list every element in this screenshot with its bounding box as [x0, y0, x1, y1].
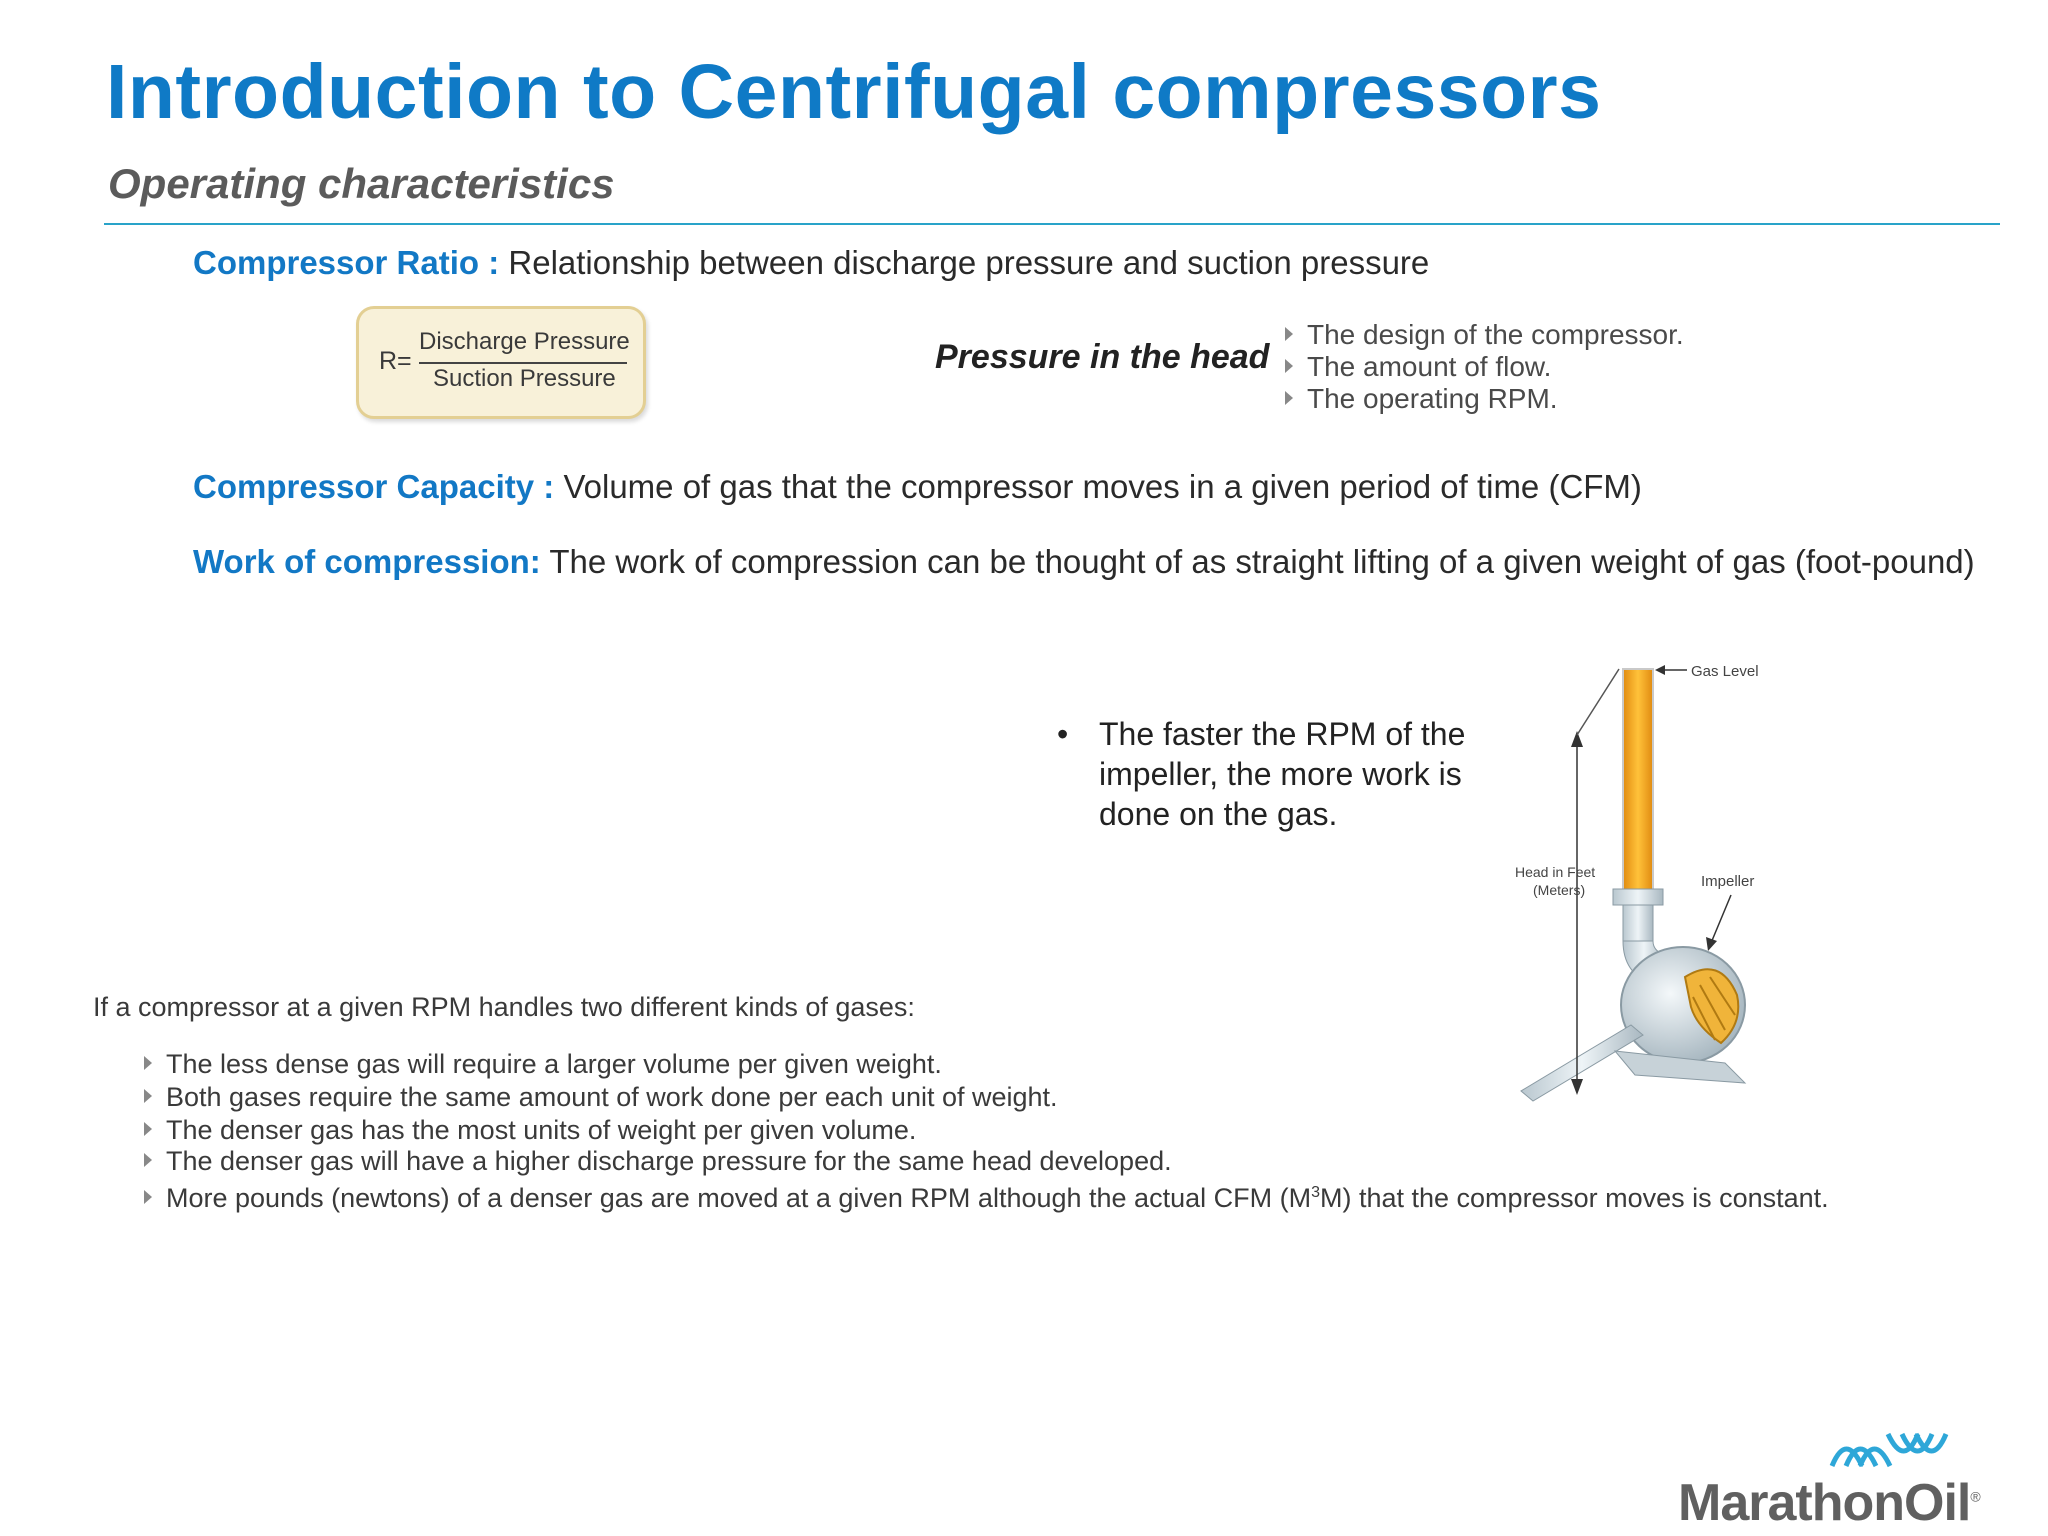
- triangle-bullet-icon: [1285, 391, 1293, 405]
- triangle-bullet-icon: [144, 1122, 152, 1136]
- formula-numerator: Discharge Pressure: [419, 328, 630, 355]
- definition-compressor-capacity: [193, 468, 1642, 506]
- head-factor-item: [1285, 319, 1684, 351]
- head-label-line2: (Meters): [1533, 882, 1586, 898]
- definition-work-of-compression: [193, 543, 1975, 581]
- gas-item-text: The denser gas will have a higher discharge pressure for the same head developed.: [166, 1146, 1172, 1176]
- head-factor-text: The amount of flow.: [1307, 351, 1552, 382]
- triangle-bullet-icon: [1285, 359, 1293, 373]
- compressor-head-diagram: [1515, 655, 1775, 1105]
- discharge-flange: [1613, 889, 1663, 905]
- formula-denominator: Suction Pressure: [433, 365, 616, 392]
- definition-text: The work of compression can be thought of as straight lifting of a given weight of gas (foot-pound): [540, 543, 1975, 580]
- triangle-bullet-icon: [144, 1089, 152, 1103]
- head-label-line1: Head in Feet: [1515, 864, 1596, 880]
- gas-item-text: Both gases require the same amount of work done per each unit of weight.: [166, 1082, 1058, 1112]
- gas-list-item: [144, 1146, 1172, 1177]
- logo-wave-icon: [1828, 1430, 1950, 1470]
- gas-item-text: The denser gas has the most units of weight per given volume.: [166, 1115, 917, 1145]
- pressure-in-head-label: Pressure in the head: [935, 338, 1270, 376]
- title-divider: [104, 223, 2000, 225]
- definition-compressor-ratio: [193, 244, 1429, 282]
- gas-list-item: [144, 1049, 942, 1080]
- triangle-bullet-icon: [144, 1056, 152, 1070]
- gas-item-text: The less dense gas will require a larger volume per given weight.: [166, 1049, 942, 1079]
- bullet-icon: •: [1057, 716, 1069, 752]
- logo-text: MarathonOil: [1678, 1474, 1971, 1532]
- head-factor-item: [1285, 351, 1551, 383]
- triangle-bullet-icon: [144, 1190, 152, 1204]
- definition-term: Compressor Ratio :: [193, 244, 500, 281]
- slide-title: Introduction to Centrifugal compressors: [106, 49, 1602, 135]
- head-factor-text: The operating RPM.: [1307, 383, 1558, 414]
- definition-text: Relationship between discharge pressure and suction pressure: [499, 244, 1430, 281]
- fraction-bar: [419, 362, 627, 364]
- registered-mark: ®: [1970, 1488, 1980, 1505]
- head-factor-text: The design of the compressor.: [1307, 319, 1684, 350]
- gas-column: [1623, 669, 1653, 891]
- impeller-label: Impeller: [1701, 873, 1755, 890]
- superscript-three: 3: [1311, 1184, 1320, 1201]
- definition-term: Compressor Capacity :: [193, 468, 555, 505]
- gas-item-text-tail: M) that the compressor moves is constant.: [1319, 1183, 1829, 1213]
- slide-subtitle: Operating characteristics: [108, 160, 615, 207]
- gas-item-text: More pounds (newtons) of a denser gas are moved at a given RPM although the actual CFM (M: [166, 1183, 1312, 1213]
- gas-level-label: Gas Level: [1691, 663, 1759, 680]
- gas-list-item: [144, 1082, 1058, 1113]
- gas-list-item: [144, 1183, 1829, 1214]
- definition-text: Volume of gas that the compressor moves in a given period of time (CFM): [554, 468, 1642, 505]
- definition-term: Work of compression:: [193, 543, 541, 580]
- logo-wordmark: [1678, 1473, 1980, 1533]
- head-factor-item: [1285, 383, 1558, 415]
- marathon-oil-logo: [1678, 1430, 2016, 1532]
- rpm-note-text: The faster the RPM of the impeller, the more work is done on the gas.: [1099, 716, 1466, 832]
- formula-lhs: R=: [379, 347, 412, 375]
- discharge-pipe: [1623, 905, 1653, 941]
- gas-list-item: [144, 1115, 916, 1146]
- triangle-bullet-icon: [1285, 327, 1293, 341]
- triangle-bullet-icon: [144, 1153, 152, 1167]
- gases-intro: If a compressor at a given RPM handles two different kinds of gases:: [93, 992, 915, 1022]
- ratio-formula: [356, 306, 646, 419]
